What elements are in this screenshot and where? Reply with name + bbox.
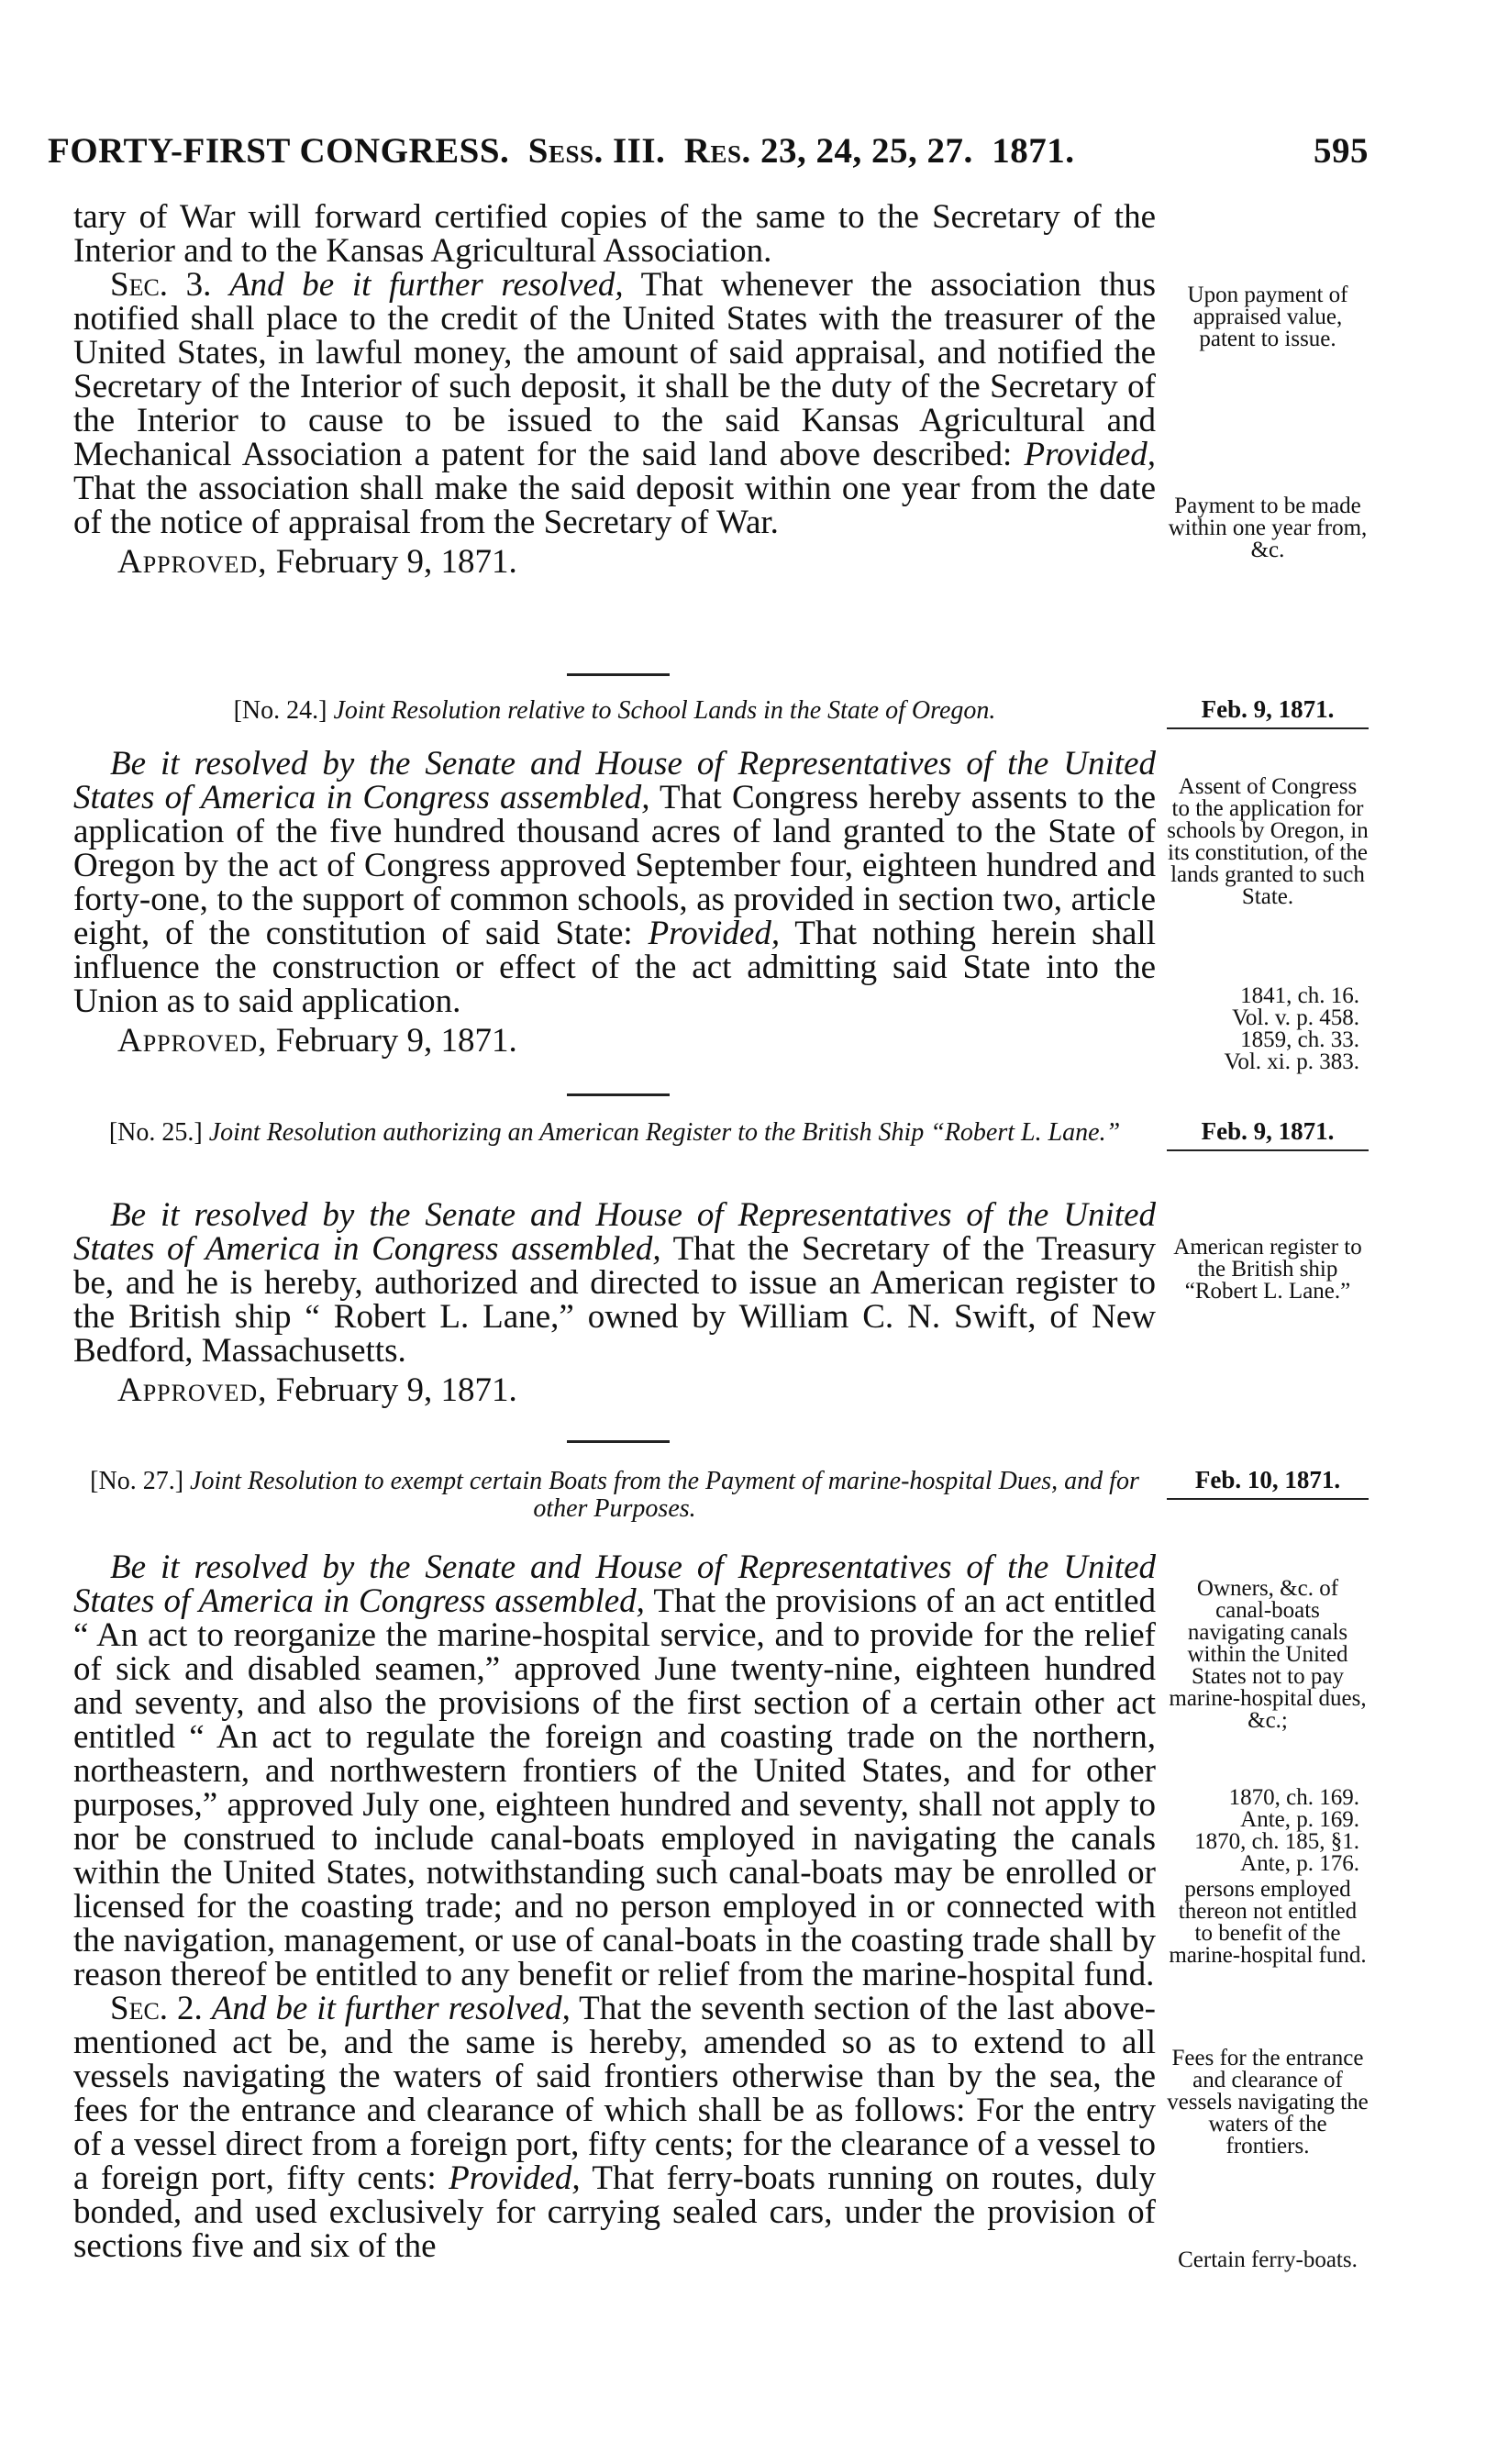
running-header	[48, 130, 1369, 176]
sec2-label: Sec. 2.	[110, 1990, 203, 2027]
header-congress: FORTY-FIRST CONGRESS.	[48, 131, 510, 171]
approved-date: February 9, 1871.	[275, 543, 517, 581]
res23-section-3	[73, 268, 1156, 539]
approved-label: Approved,	[117, 1371, 268, 1409]
res27-heading	[73, 1468, 1156, 1523]
sec2-text-b: That ferry-boats running on routes, duly bonded, and used exclusively for carrying sealed cars, under the provision of sections five and six of the	[73, 2159, 1156, 2265]
margin-note-patent: Upon payment of appraised value, patent to issue.	[1187, 283, 1348, 351]
res24-text-a: That Congress hereby assents to the application of the five hundred thousand acres of land granted to the State of Oregon by the act of Congress approved September four, eighteen hundred and forty-one, to the support of common schools, as provided in section two, article eight, of the constitution of said State:	[73, 779, 1157, 952]
res25-number: [No. 25.]	[108, 1118, 203, 1147]
res25-margin-note: American register to the British ship “Robert L. Lane.”	[1173, 1235, 1362, 1304]
res27-number: [No. 27.]	[90, 1467, 184, 1495]
divider	[567, 673, 670, 676]
res23-continuation	[73, 200, 1156, 579]
res27-section-2	[73, 1992, 1156, 2263]
res25-text-body: That the Secretary of the Treasury be, and he is hereby, authorized and directed to issue an American register to the British ship “ Robert L. Lane,” owned by William C. N. Swift, of New Bedford, Massachusetts.	[73, 1230, 1156, 1370]
res24-text-b: That nothing herein shall influence the construction or effect of the act admitting said State into the Union as to said application.	[73, 915, 1156, 1020]
res24-body	[73, 747, 1156, 1058]
res24-citations	[1167, 985, 1369, 1073]
res27-margin-note-canal-boats: Owners, &c. of canal-boats navigating canals within the United States not to pay marine-hospital dues, &c.;	[1169, 1576, 1367, 1733]
citation: 1841, ch. 16.	[1240, 983, 1359, 1008]
res24-enacting: Be it resolved by the Senate and House of Representatives of the United States of America in Congress assembled,	[73, 745, 1156, 816]
res27-enacting: Be it resolved by the Senate and House of Representatives of the United States of America in Congress assembled,	[73, 1548, 1156, 1620]
approved-label: Approved,	[117, 543, 268, 581]
res27-margin-note-ferry-boats: Certain ferry-boats.	[1178, 2248, 1358, 2272]
res27-date: Feb. 10, 1871.	[1167, 1466, 1369, 1500]
res24-title: Joint Resolution relative to School Lands in the State of Oregon.	[333, 696, 996, 725]
res25-heading	[73, 1119, 1156, 1147]
citation: 1870, ch. 185, §1.	[1194, 1829, 1359, 1854]
res25-approved	[73, 1373, 1156, 1407]
sec2-enacting: And be it further resolved,	[211, 1990, 571, 2027]
citation: Ante, p. 169.	[1240, 1807, 1359, 1832]
res25-date: Feb. 9, 1871.	[1167, 1117, 1369, 1151]
res27-margin-note-persons: persons employed thereon not entitled to benefit of the marine-hospital fund.	[1169, 1877, 1367, 1968]
approved-date: February 9, 1871.	[275, 1022, 517, 1060]
res23-approved	[73, 545, 1156, 579]
res25-body	[73, 1198, 1156, 1407]
res24-heading	[73, 697, 1156, 725]
citation: Ante, p. 176.	[1240, 1851, 1359, 1876]
citation: 1859, ch. 33.	[1240, 1027, 1359, 1052]
res27-text	[73, 1550, 1156, 1992]
res25-text	[73, 1198, 1156, 1368]
res27-text-a: That the provisions of an act entitled “ An act to reorganize the marine-hospital service, and to provide for the relief of sick and disabled seamen,” approved June twenty-nine, eighteen hundred and seventy, and also the provisions of the first section of a certain other act entitled “ An act to regulate the foreign and coasting trade on the northern, northeastern, and northwestern frontiers of the United States, and for other purposes,” approved July one, eighteen hundred and seventy, shall not apply to nor be construed to include canal-boats employed in navigating the canals within the United States, notwithstanding such canal-boats may be enrolled or licensed for the coasting trade; and no person employed in or connected with the navigation, management, or use of canal-boats in the coasting trade shall by reason thereof be entitled to any benefit or relief from the marine-hospital fund.	[73, 1582, 1156, 1993]
approved-date: February 9, 1871.	[275, 1371, 517, 1409]
res24-date: Feb. 9, 1871.	[1167, 695, 1369, 729]
res24-number: [No. 24.]	[233, 696, 327, 725]
margin-note-payment: Payment to be made within one year from, &c.	[1168, 494, 1368, 562]
sec3-text-a: That whenever the association thus notified shall place to the credit of the United States with the treasurer of the United States, in lawful money, the amount of said appraisal, and notified the Secretary of the Interior of such deposit, it shall be the duty of the Secretary of the Interior to cause to be issued to the said Kansas Agricultural and Mechanical Association a patent for the said land above described:	[73, 266, 1156, 473]
approved-label: Approved,	[117, 1022, 268, 1060]
sec3-enacting: And be it further resolved,	[229, 266, 624, 304]
header-title	[48, 130, 1074, 172]
divider	[567, 1440, 670, 1443]
sec3-provided: Provided,	[1024, 436, 1157, 473]
divider	[567, 1093, 670, 1096]
res27-title: Joint Resolution to exempt certain Boats from the Payment of marine-hospital Dues, and for other Purposes.	[190, 1467, 1139, 1523]
sec2-text-a: That the seventh section of the last above-mentioned act be, and the same is hereby, amended so as to extend to all vessels navigating the waters of said frontiers otherwise than by the sea, the fees for the entrance and clearance of which shall be as follows: For the entry of a vessel direct from a foreign port, fifty cents; for the clearance of a vessel to a foreign port, fifty cents:	[73, 1990, 1156, 2197]
res27-body	[73, 1550, 1156, 2263]
sec3-text-b: That the association shall make the said deposit within one year from the date of the notice of appraisal from the Secretary of War.	[73, 470, 1156, 541]
header-year: 1871.	[992, 131, 1075, 171]
citation: 1870, ch. 169.	[1228, 1785, 1359, 1810]
page-number: 595	[1314, 131, 1369, 171]
res23-intro: tary of War will forward certified copies of the same to the Secretary of the Interior and to the Kansas Agricultural Association.	[73, 198, 1156, 270]
res25-enacting: Be it resolved by the Senate and House of Representatives of the United States of America in Congress assembled,	[73, 1196, 1156, 1268]
res24-text	[73, 747, 1156, 1018]
res27-margin-note-fees: Fees for the entrance and clearance of vessels navigating the waters of the frontiers.	[1167, 2046, 1369, 2159]
sec3-label: Sec. 3.	[110, 266, 212, 304]
res24-approved	[73, 1024, 1156, 1058]
res27-citations	[1167, 1787, 1369, 1875]
citation: Vol. xi. p. 383.	[1224, 1049, 1359, 1074]
header-session: Sess. III.	[527, 131, 666, 171]
res24-provided: Provided,	[648, 915, 781, 952]
res24-margin-note: Assent of Congress to the application for schools by Oregon, in its constitution, of the lands granted to such State.	[1167, 774, 1369, 909]
citation: Vol. v. p. 458.	[1232, 1005, 1359, 1030]
header-resolutions: Res. 23, 24, 25, 27.	[683, 131, 973, 171]
res25-title: Joint Resolution authorizing an American Register to the British Ship “Robert L. Lane.”	[208, 1118, 1121, 1147]
sec2-provided: Provided,	[449, 2159, 581, 2197]
